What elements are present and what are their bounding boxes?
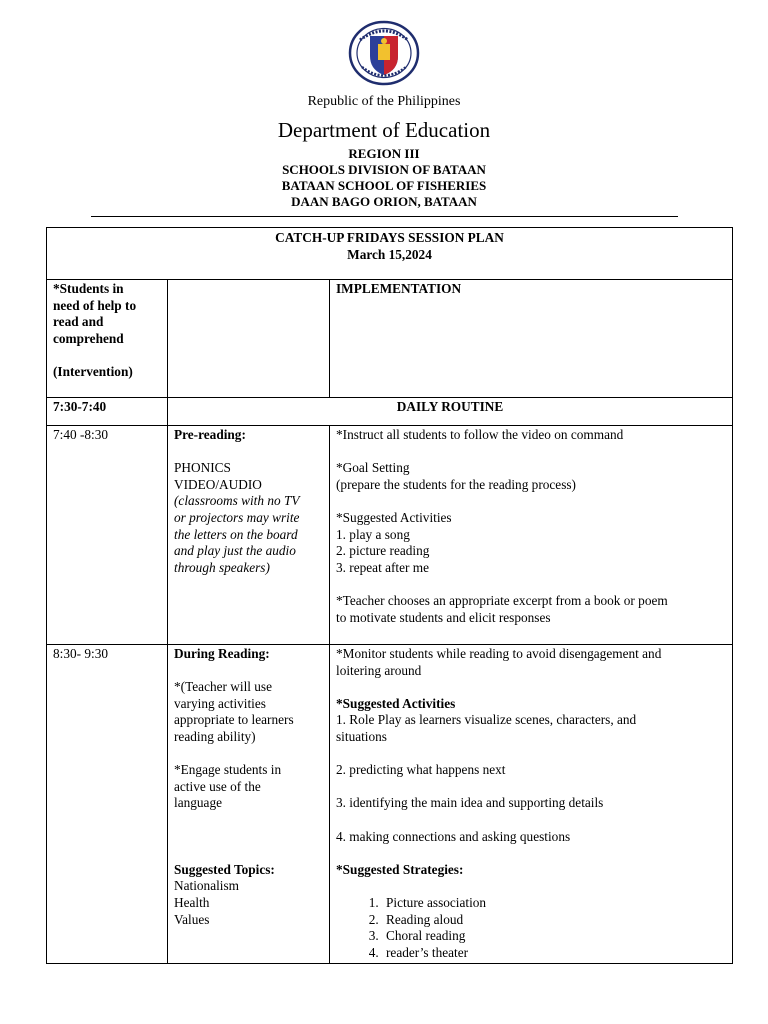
activity-text: *Goal Setting [336,460,410,476]
strategy-item: 3. Choral reading [382,928,726,945]
during-reading-time: 8:30- 9:30 [53,646,109,661]
plan-title: CATCH-UP FRIDAYS SESSION PLAN [275,230,504,245]
activity-text: 2. predicting what happens next [336,762,506,778]
plan-date: March 15,2024 [347,246,432,262]
target-text: comprehend [53,330,124,346]
activity-text: *Suggested Activities [336,509,452,525]
activity-text: loitering around [336,662,422,678]
material-text: appropriate to learners [174,712,294,728]
material-text: active use of the [174,778,261,794]
topic-item: Nationalism [174,878,239,894]
during-reading-materials-cell [168,645,329,934]
topic-item: Health [174,894,210,910]
region-line: REGION III [348,146,420,161]
material-text: *Engage students in [174,762,282,778]
target-text: read and [53,314,104,330]
activity-text: situations [336,728,387,744]
activity-text: to motivate students and elicit responses [336,609,551,625]
topic-item: Values [174,911,210,927]
strategy-item: 4. reader’s theater [382,945,726,962]
material-note: or projectors may write [174,509,300,525]
material-text: *(Teacher will use [174,679,273,695]
activity-text: 2. picture reading [336,543,430,559]
col-divider [167,279,168,397]
implementation-heading: IMPLEMENTATION [336,281,462,296]
topics-heading: Suggested Topics: [174,861,275,877]
school-line: BATAAN SCHOOL OF FISHERIES [281,178,487,193]
division-line: SCHOOLS DIVISION OF BATAAN [282,162,486,177]
strategy-item: 1. Picture association [382,895,726,912]
material-note: and play just the audio [174,543,296,559]
table-title-cell [46,228,733,265]
activity-text: 4. making connections and asking questions [336,828,571,844]
material-text: PHONICS [174,460,231,476]
material-note: the letters on the board [174,526,298,542]
activity-text: 1. play a song [336,526,410,542]
activity-text: *Teacher chooses an appropriate excerpt from a book or poem [336,592,668,608]
material-text: reading ability) [174,728,256,744]
prereading-activities-cell [330,426,732,632]
header-divider [91,216,678,217]
deped-seal-logo [348,20,420,86]
daily-routine-label: DAILY ROUTINE [396,399,504,414]
prereading-heading: Pre-reading: [174,427,246,442]
prereading-time: 7:40 -8:30 [53,427,109,442]
strategies-heading: *Suggested Strategies: [336,861,464,877]
activity-text: 1. Role Play as learners visualize scenes, characters, and [336,712,637,728]
activity-text: *Monitor students while reading to avoid disengagement and [336,646,662,661]
strategy-item: 2. Reading aloud [382,912,726,929]
intervention-label: (Intervention) [53,363,133,379]
activity-text: 3. identifying the main idea and supporting details [336,795,604,811]
activity-text: (prepare the students for the reading process) [336,476,576,492]
material-text: language [174,795,222,811]
during-reading-heading: During Reading: [174,646,270,661]
target-text: *Students in [53,281,124,296]
activities-heading: *Suggested Activities [336,695,456,711]
republic-line: Republic of the Philippines [307,94,461,109]
prereading-materials-cell [168,426,329,582]
material-text: VIDEO/AUDIO [174,476,262,492]
strategies-list [336,895,726,961]
department-title: Department of Education [277,118,491,142]
material-text: varying activities [174,695,266,711]
activity-text: *Instruct all students to follow the video on command [336,427,624,442]
target-learners-cell [47,279,167,387]
target-text: need of help to [53,297,137,313]
material-note: (classrooms with no TV [174,493,300,509]
address-line: DAAN BAGO ORION, BATAAN [291,194,477,209]
routine-time: 7:30-7:40 [53,399,107,414]
material-note: through speakers) [174,559,270,575]
during-reading-activities-cell [330,645,732,967]
activity-text: 3. repeat after me [336,559,430,575]
